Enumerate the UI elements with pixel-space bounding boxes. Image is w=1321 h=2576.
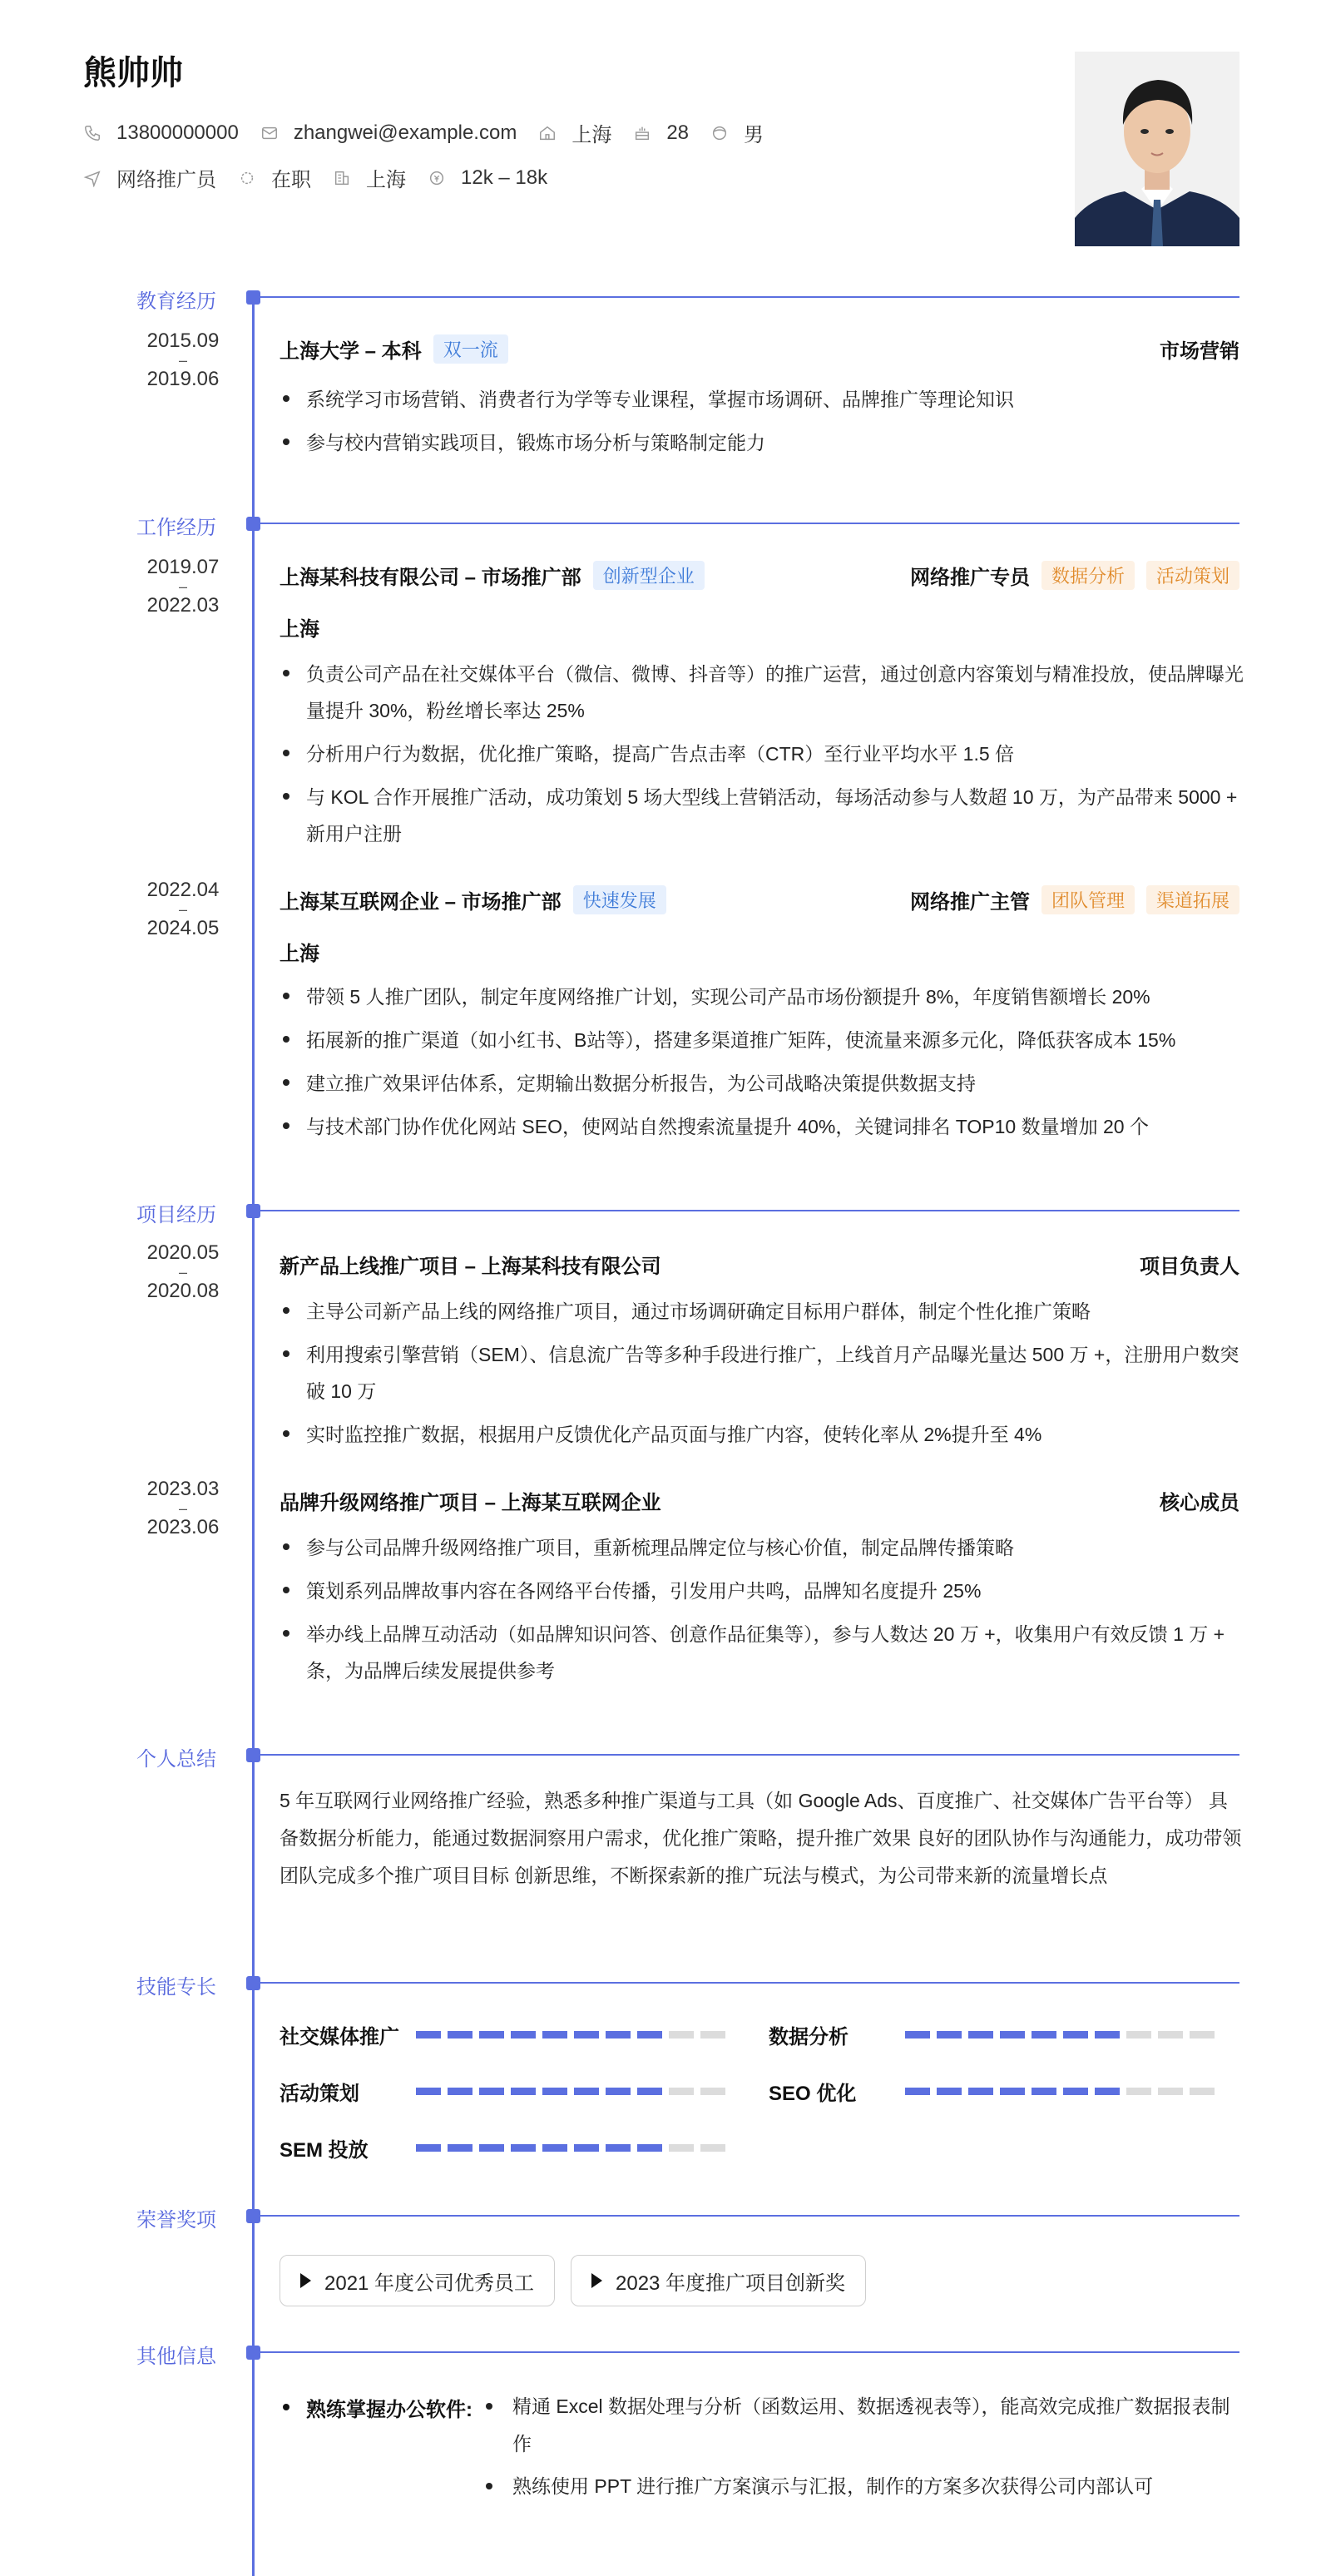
job-row xyxy=(83,163,569,192)
skill-segment-filled xyxy=(448,2144,472,2152)
company-tag: 快速发展 xyxy=(573,885,666,914)
date-start: 2023.03 xyxy=(146,1478,220,1500)
section-title-work: 工作经历 xyxy=(136,517,216,539)
company-title: 上海某科技有限公司 – 市场推广部 xyxy=(280,567,581,589)
work-2-header xyxy=(280,885,1239,914)
salary-value: 12k – 18k xyxy=(461,166,548,189)
skill-segment-filled xyxy=(1063,2088,1088,2095)
status-icon xyxy=(238,169,256,187)
section-marker-work xyxy=(246,517,260,531)
send-icon xyxy=(83,169,101,187)
money-icon xyxy=(428,169,446,187)
list-item: 熟练使用 PPT 进行推广方案演示与汇报，制作的方案多次获得公司内部认可 xyxy=(479,2468,1244,2505)
skill-segment-filled xyxy=(511,2088,536,2095)
section-title-other: 其他信息 xyxy=(136,2346,216,2368)
skill-item xyxy=(769,2020,1221,2049)
hometown-value: 上海 xyxy=(571,124,612,146)
school-title: 上海大学 – 本科 xyxy=(280,340,422,363)
work-2-bullets xyxy=(280,978,1244,1152)
skill-segment-filled xyxy=(479,2088,504,2095)
company-tag: 创新型企业 xyxy=(593,561,705,590)
skill-segment-filled xyxy=(637,2144,662,2152)
section-rule-education xyxy=(246,296,1239,298)
skill-segment-filled xyxy=(416,2031,441,2039)
profile-photo xyxy=(1075,52,1239,246)
list-item: 带领 5 人推广团队，制定年度网络推广计划，实现公司产品市场份额提升 8%，年度销售额增长 20% xyxy=(280,978,1244,1015)
skill-level-bar xyxy=(416,2144,732,2152)
work-2-location: 上海 xyxy=(280,943,319,965)
date-separator: – xyxy=(178,1264,187,1281)
date-end: 2023.06 xyxy=(146,1516,220,1538)
skill-segment-filled xyxy=(574,2144,599,2152)
date-start: 2022.04 xyxy=(146,879,220,901)
date-end: 2019.06 xyxy=(146,368,220,390)
school-tag: 双一流 xyxy=(433,334,508,364)
section-rule-skills xyxy=(246,1982,1239,1984)
skill-name: 社交媒体推广 xyxy=(280,2026,399,2048)
skill-item xyxy=(280,2020,732,2049)
skill-segment-empty xyxy=(669,2031,694,2039)
role-tag: 活动策划 xyxy=(1146,561,1239,590)
skill-segment-filled xyxy=(1000,2031,1025,2039)
skill-level-bar xyxy=(416,2031,732,2039)
project-1-header xyxy=(280,1250,1239,1279)
home-icon xyxy=(538,124,557,142)
phone-value: 13800000000 xyxy=(116,121,239,144)
contact-row xyxy=(83,118,785,147)
email-item xyxy=(260,121,517,145)
candidate-name: 熊帅帅 xyxy=(83,55,183,92)
building-icon xyxy=(333,169,351,187)
user-icon xyxy=(710,124,729,142)
date-end: 2020.08 xyxy=(146,1280,220,1302)
list-item: 建立推广效果评估体系，定期输出数据分析报告，为公司战略决策提供数据支持 xyxy=(280,1065,1244,1102)
section-marker-other xyxy=(246,2346,260,2360)
other-key: 熟练掌握办公软件: xyxy=(280,2393,472,2422)
timeline-line xyxy=(252,291,255,2576)
award-chip xyxy=(571,2255,866,2306)
list-item: 利用搜索引擎营销（SEM）、信息流广告等多种手段进行推广，上线首月产品曝光量达 500 万 +，注册用户数突破 10 万 xyxy=(280,1336,1244,1409)
skill-segment-empty xyxy=(700,2144,725,2152)
skill-segment-empty xyxy=(1158,2031,1183,2039)
job-title-value: 网络推广员 xyxy=(116,169,216,191)
date-separator: – xyxy=(178,352,187,369)
list-item: 拓展新的推广渠道（如小红书、B站等），搭建多渠道推广矩阵，使流量来源多元化，降低获客成本 15% xyxy=(280,1022,1244,1058)
skill-segment-filled xyxy=(905,2031,930,2039)
mail-icon xyxy=(260,124,279,142)
list-item: 系统学习市场营销、消费者行为学等专业课程，掌握市场调研、品牌推广等理论知识 xyxy=(280,381,1244,418)
skill-segment-filled xyxy=(968,2088,993,2095)
role-tag: 团队管理 xyxy=(1041,885,1135,914)
award-label: 2021 年度公司优秀员工 xyxy=(324,2271,535,2295)
date-end: 2022.03 xyxy=(146,594,220,617)
skill-segment-filled xyxy=(1095,2031,1120,2039)
work-1-date xyxy=(133,557,233,616)
skill-segment-empty xyxy=(669,2088,694,2095)
role-tag: 渠道拓展 xyxy=(1146,885,1239,914)
city-item xyxy=(333,163,406,192)
job-role: 网络推广专员 xyxy=(909,567,1030,589)
skill-segment-empty xyxy=(669,2144,694,2152)
gender-item xyxy=(710,118,764,147)
section-title-projects: 项目经历 xyxy=(136,1204,216,1226)
hometown-item xyxy=(538,118,611,147)
list-item: 策划系列品牌故事内容在各网络平台传播，引发用户共鸣，品牌知名度提升 25% xyxy=(280,1573,1244,1609)
section-marker-education xyxy=(246,290,260,305)
list-item: 实时监控推广数据，根据用户反馈优化产品页面与推广内容，使转化率从 2%提升至 4% xyxy=(280,1416,1244,1453)
skill-segment-filled xyxy=(448,2031,472,2039)
section-title-skills: 技能专长 xyxy=(136,1976,216,1999)
skill-segment-empty xyxy=(1158,2088,1183,2095)
skill-name: 活动策划 xyxy=(280,2083,359,2105)
education-header xyxy=(280,334,1239,364)
list-item: 参与公司品牌升级网络推广项目，重新梳理品牌定位与核心价值，制定品牌传播策略 xyxy=(280,1529,1244,1566)
salary-item xyxy=(428,166,547,190)
cake-icon xyxy=(633,124,651,142)
skill-segment-filled xyxy=(448,2088,472,2095)
section-title-awards: 荣誉奖项 xyxy=(136,2209,216,2232)
status-item xyxy=(238,163,311,192)
city-value: 上海 xyxy=(366,169,406,191)
summary-text: 5 年互联网行业网络推广经验，熟悉多种推广渠道与工具（如 Google Ads、百度推广、社交媒体广告平台等） 具备数据分析能力，能通过数据洞察用户需求，优化推广策略，提升推广效果 良好的团队协作与沟通能力，成功带领团队完成多个推广项目目标 创新思维，不断探索新的推广玩法与模式，为公司带来新的流量增长点 xyxy=(280,1790,1242,1886)
skill-segment-filled xyxy=(574,2031,599,2039)
play-icon xyxy=(300,2273,311,2288)
skill-name: SEM 投放 xyxy=(280,2139,369,2162)
date-end: 2024.05 xyxy=(146,917,220,939)
date-start: 2020.05 xyxy=(146,1241,220,1264)
skill-segment-filled xyxy=(542,2031,567,2039)
other-list xyxy=(479,2388,1244,2510)
project-title: 新产品上线推广项目 – 上海某科技有限公司 xyxy=(280,1256,661,1278)
skill-item xyxy=(769,2077,1221,2106)
skill-segment-filled xyxy=(1063,2031,1088,2039)
section-marker-summary xyxy=(246,1748,260,1762)
skill-level-bar xyxy=(905,2031,1221,2039)
award-label: 2023 年度推广项目创新奖 xyxy=(616,2271,846,2295)
work-2-date xyxy=(133,880,233,939)
section-rule-work xyxy=(246,523,1239,524)
date-separator: – xyxy=(178,1500,187,1517)
skill-segment-empty xyxy=(1190,2031,1215,2039)
project-2-bullets xyxy=(280,1529,1244,1696)
section-rule-awards xyxy=(246,2215,1239,2217)
skill-segment-filled xyxy=(606,2031,631,2039)
skill-segment-filled xyxy=(905,2088,930,2095)
list-item: 分析用户行为数据，优化推广策略，提高广告点击率（CTR）至行业平均水平 1.5 倍 xyxy=(280,736,1244,772)
list-item: 参与校内营销实践项目，锻炼市场分析与策略制定能力 xyxy=(280,424,1244,461)
major: 市场营销 xyxy=(1160,340,1239,363)
project-role: 项目负责人 xyxy=(1140,1256,1239,1278)
skill-segment-filled xyxy=(606,2144,631,2152)
skill-item xyxy=(280,2133,732,2162)
skill-segment-filled xyxy=(416,2088,441,2095)
project-role: 核心成员 xyxy=(1160,1492,1239,1514)
skill-segment-filled xyxy=(606,2088,631,2095)
section-marker-projects xyxy=(246,1204,260,1218)
award-chip xyxy=(280,2255,555,2306)
list-item: 与 KOL 合作开展推广活动，成功策划 5 场大型线上营销活动，每场活动参与人数超 10 万，为产品带来 5000 + 新用户注册 xyxy=(280,779,1244,852)
role-tag: 数据分析 xyxy=(1041,561,1135,590)
work-1-bullets xyxy=(280,656,1244,859)
section-rule-other xyxy=(246,2351,1239,2353)
skill-segment-filled xyxy=(968,2031,993,2039)
skill-segment-empty xyxy=(1126,2031,1151,2039)
gender-value: 男 xyxy=(744,124,764,146)
skill-segment-filled xyxy=(511,2144,536,2152)
project-1-bullets xyxy=(280,1293,1244,1459)
list-item: 负责公司产品在社交媒体平台（微信、微博、抖音等）的推广运营，通过创意内容策划与精准投放，使品牌曝光量提升 30%，粉丝增长率达 25% xyxy=(280,656,1244,729)
list-item: 主导公司新产品上线的网络推广项目，通过市场调研确定目标用户群体，制定个性化推广策略 xyxy=(280,1293,1244,1330)
section-marker-awards xyxy=(246,2209,260,2223)
section-title-education: 教育经历 xyxy=(136,290,216,313)
skill-segment-filled xyxy=(574,2088,599,2095)
skill-segment-empty xyxy=(1126,2088,1151,2095)
project-2-header xyxy=(280,1486,1239,1515)
job-role: 网络推广主管 xyxy=(909,891,1030,914)
section-marker-skills xyxy=(246,1976,260,1990)
section-rule-summary xyxy=(246,1754,1239,1756)
company-title: 上海某互联网企业 – 市场推广部 xyxy=(280,891,562,914)
skill-segment-filled xyxy=(542,2144,567,2152)
age-item xyxy=(633,121,689,145)
date-separator: – xyxy=(178,901,187,918)
education-bullets xyxy=(280,381,1244,468)
skill-segment-filled xyxy=(416,2144,441,2152)
list-item: 精通 Excel 数据处理与分析（函数运用、数据透视表等），能高效完成推广数据报表制作 xyxy=(479,2388,1244,2463)
skill-name: SEO 优化 xyxy=(769,2083,857,2105)
status-value: 在职 xyxy=(271,169,311,191)
skill-segment-empty xyxy=(700,2031,725,2039)
date-separator: – xyxy=(178,578,187,595)
section-rule-projects xyxy=(246,1210,1239,1211)
skill-segment-filled xyxy=(637,2031,662,2039)
skill-segment-filled xyxy=(1032,2088,1056,2095)
phone-item xyxy=(83,121,239,145)
phone-icon xyxy=(83,124,101,142)
play-icon xyxy=(591,2273,602,2288)
project-2-date xyxy=(133,1479,233,1538)
skill-segment-filled xyxy=(1095,2088,1120,2095)
date-start: 2015.09 xyxy=(146,329,220,352)
skill-segment-empty xyxy=(1190,2088,1215,2095)
work-1-header xyxy=(280,561,1239,590)
education-date xyxy=(133,331,233,389)
skill-segment-filled xyxy=(511,2031,536,2039)
email-value: zhangwei@example.com xyxy=(293,121,517,144)
date-start: 2019.07 xyxy=(146,556,220,578)
skill-segment-empty xyxy=(700,2088,725,2095)
project-1-date xyxy=(133,1243,233,1301)
list-item: 举办线上品牌互动活动（如品牌知识问答、创意作品征集等），参与人数达 20 万 +，收集用户有效反馈 1 万 + 条，为品牌后续发展提供参考 xyxy=(280,1616,1244,1689)
age-value: 28 xyxy=(666,121,690,144)
skill-name: 数据分析 xyxy=(769,2026,849,2048)
skill-segment-filled xyxy=(1000,2088,1025,2095)
project-title: 品牌升级网络推广项目 – 上海某互联网企业 xyxy=(280,1492,661,1514)
skill-segment-filled xyxy=(479,2144,504,2152)
list-item: 与技术部门协作优化网站 SEO，使网站自然搜索流量提升 40%，关键词排名 TOP10 数量增加 20 个 xyxy=(280,1108,1244,1145)
skill-item xyxy=(280,2077,732,2106)
skill-segment-filled xyxy=(542,2088,567,2095)
skill-segment-filled xyxy=(937,2088,962,2095)
job-title-item xyxy=(83,163,216,192)
skill-segment-filled xyxy=(1032,2031,1056,2039)
skill-segment-filled xyxy=(637,2088,662,2095)
skill-segment-filled xyxy=(937,2031,962,2039)
skill-level-bar xyxy=(416,2088,732,2095)
skill-level-bar xyxy=(905,2088,1221,2095)
section-title-summary: 个人总结 xyxy=(136,1748,216,1771)
skill-segment-filled xyxy=(479,2031,504,2039)
work-1-location: 上海 xyxy=(280,618,319,641)
